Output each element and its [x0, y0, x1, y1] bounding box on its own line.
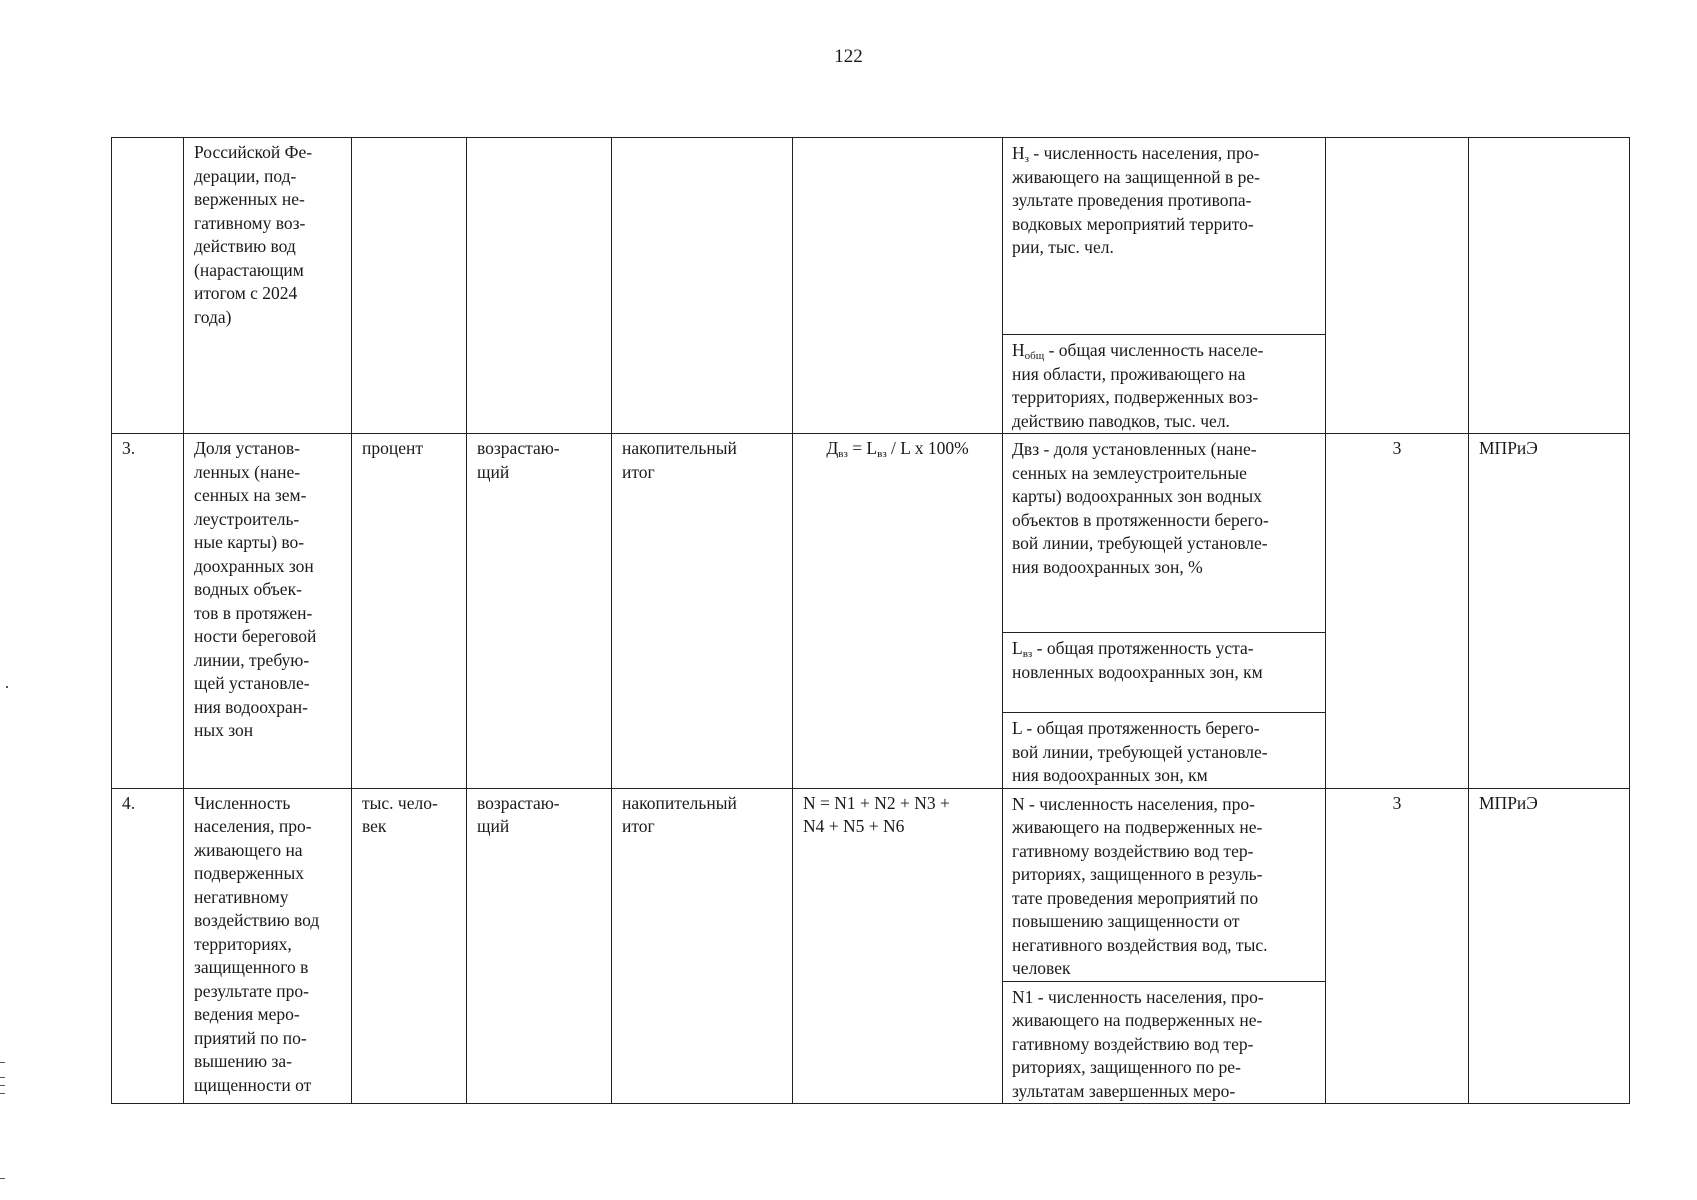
method-cell [612, 138, 793, 434]
variable-symbol: Н [1012, 143, 1025, 163]
row-number: 4. [112, 788, 184, 1104]
variable-subscript: вз [1022, 648, 1033, 660]
variable-description: N1 - численность населения, про- живающего на подверженных не- гативному воздействию вод тер- риториях, защищенного по ре- зультатам завершенных меро- [1003, 981, 1326, 1104]
variable-description-cell [1003, 633, 1326, 713]
source: 3 [1326, 788, 1469, 1104]
responsible-cell [1469, 138, 1630, 434]
row-number-cell [112, 138, 184, 434]
variable-description: Двз - доля установленных (нане- сенных на землеустроительные карты) водоохранных зон водных объектов в протяженности берего- вой линии, требующей установле- ния водоохранных зон, % [1003, 434, 1326, 633]
indicator-name: Численность населения, про- живающего на подверженных негативному воздействию вод территориях, защищенного в результате про- ведения меро- приятий по по- вышению за- щищенности от [184, 788, 352, 1104]
formula-subscript: вз [877, 448, 887, 460]
row-number: 3. [112, 434, 184, 789]
responsible: МПРиЭ [1469, 788, 1630, 1104]
indicators-table [111, 137, 1630, 1104]
formula-part: / L x 100% [886, 438, 969, 458]
scan-mark [0, 1062, 5, 1063]
formula-part: = L [847, 438, 878, 458]
responsible: МПРиЭ [1469, 434, 1630, 789]
formula: N = N1 + N2 + N3 + N4 + N5 + N6 [793, 788, 1003, 1104]
scan-mark [0, 1085, 5, 1086]
indicator-name: Российской Фе- дерации, под- верженных не- гативному воз- действию вод (нарастающим итогом с 2024 года) [194, 142, 313, 327]
variable-description: - общая протяженность уста- новленных водоохранных зон, км [1012, 638, 1263, 682]
formula-subscript: вз [838, 448, 848, 460]
table-row [112, 788, 1630, 981]
scan-mark [0, 1178, 5, 1179]
formula-part: Д [826, 438, 839, 458]
variable-subscript: з [1024, 153, 1029, 165]
variable-subscript: общ [1024, 350, 1045, 362]
variable-symbol: Н [1012, 340, 1025, 360]
indicator-name: Доля установ- ленных (нане- сенных на зем- леустроитель- ные карты) во- доохранных зон водных объек- тов в протяжен- ности береговой линии, требую- щей установле- ния водоохран- ных зон [184, 434, 352, 789]
dynamics: возрастаю- щий [467, 434, 612, 789]
scan-mark [0, 1093, 5, 1094]
unit-cell [352, 138, 467, 434]
table-row [112, 138, 1630, 335]
calculation-method: накопительный итог [612, 434, 793, 789]
variable-description: - общая численность населе- ния области, проживающего на территориях, подверженных воз- действию паводков, тыс. чел. [1012, 340, 1264, 431]
variable-symbol: L [1012, 638, 1023, 658]
variable-description-cell [1003, 335, 1326, 434]
variable-description-cell [1003, 138, 1326, 335]
dynamics: возрастаю- щий [467, 788, 612, 1104]
unit: процент [352, 434, 467, 789]
variable-description: - численность населения, про- живающего на защищенной в ре- зультате проведения противопа- водковых мероприятий террито- рии, тыс. чел. [1012, 143, 1260, 257]
table-row [112, 434, 1630, 633]
scan-mark [0, 1077, 5, 1078]
formula-cell [793, 138, 1003, 434]
indicator-name-cell [184, 138, 352, 434]
calculation-method: накопительный итог [612, 788, 793, 1104]
variable-description: L - общая протяженность берего- вой линии, требующей установле- ния водоохранных зон, км [1003, 713, 1326, 789]
variable-description: N - численность населения, про- живающего на подверженных не- гативному воздействию вод тер- риториях, защищенного в резуль- тате проведения мероприятий по повышению защищенности от негативного воздействия вод, тыс. человек [1003, 788, 1326, 981]
formula-cell [793, 434, 1003, 789]
page-number: 122 [834, 46, 863, 67]
unit: тыс. чело- век [352, 788, 467, 1104]
dynamics-cell [467, 138, 612, 434]
source-cell [1326, 138, 1469, 434]
scan-mark [6, 686, 8, 688]
source: 3 [1326, 434, 1469, 789]
